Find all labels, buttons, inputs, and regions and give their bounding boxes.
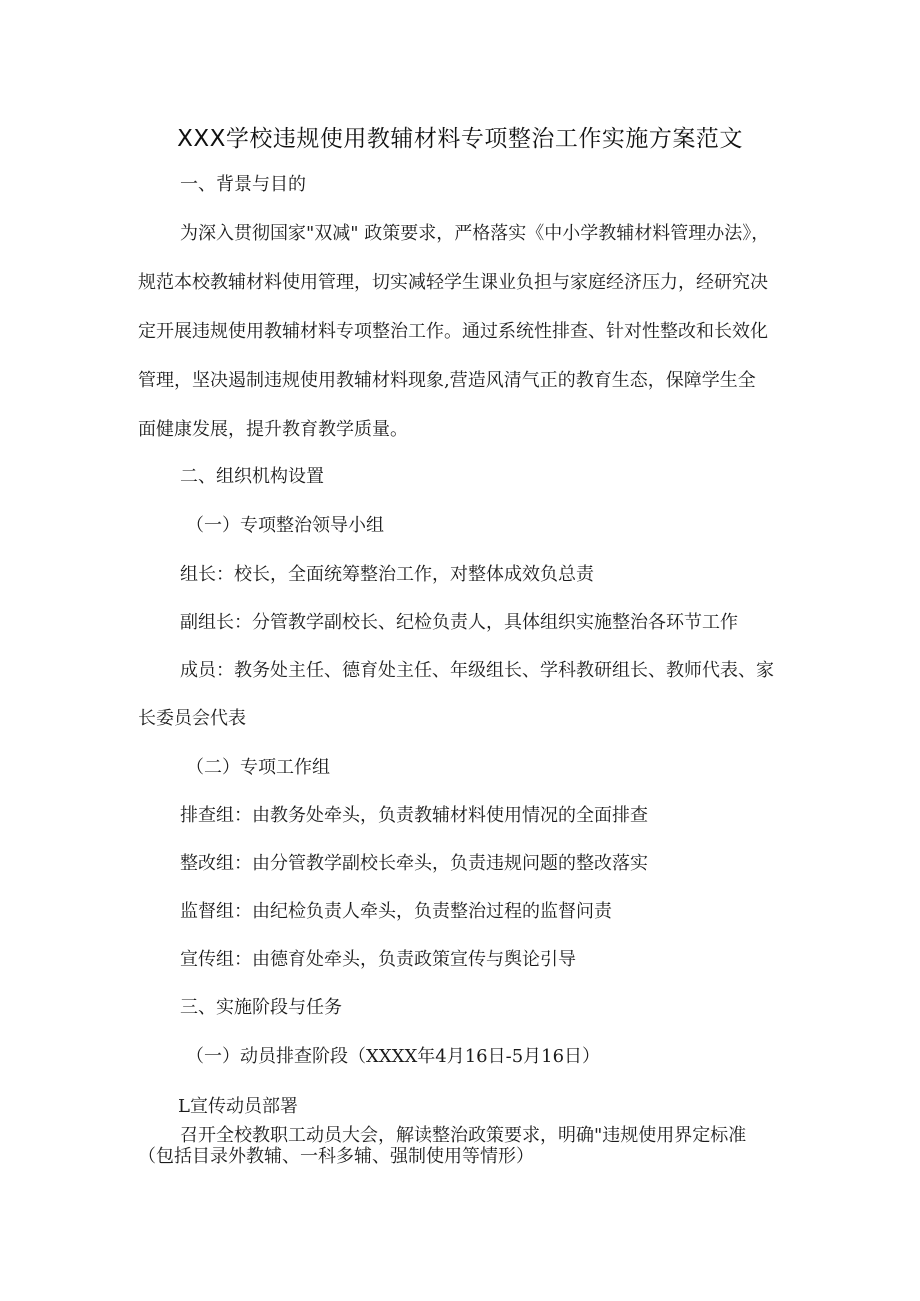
paragraph-line: 组长：校长，全面统筹整治工作，对整体成效负总责 — [180, 564, 594, 585]
paragraph-line: 规范本校教辅材料使用管理，切实减轻学生课业负担与家庭经济压力，经研究决 — [138, 272, 768, 293]
paragraph-line: 管理，坚决遏制违规使用教辅材料现象,营造风清气正的教育生态，保障学生全 — [138, 370, 756, 391]
paragraph-line: 定开展违规使用教辅材料专项整治工作。通过系统性排查、针对性整改和长效化 — [138, 321, 768, 342]
document-title: XXX学校违规使用教辅材料专项整治工作实施方案范文 — [177, 126, 743, 152]
paragraph-line: 整改组：由分管教学副校长牵头，负责违规问题的整改落实 — [180, 853, 648, 874]
paragraph-line: 监督组：由纪检负责人牵头，负责整治过程的监督问责 — [180, 901, 612, 922]
subsection-heading: （二）专项工作组 — [186, 757, 330, 778]
section-heading: 三、实施阶段与任务 — [180, 997, 342, 1018]
subsection-heading: （一）动员排查阶段（XXXX年4月16日-5月16日） — [186, 1046, 601, 1067]
item-heading: L宣传动员部署 — [178, 1096, 298, 1117]
paragraph-line: 面健康发展，提升教育教学质量。 — [138, 419, 408, 440]
subsection-heading: （一）专项整治领导小组 — [186, 515, 384, 536]
paragraph-line: （包括目录外教辅、一科多辅、强制使用等情形） — [138, 1146, 534, 1167]
paragraph-line: 排查组：由教务处牵头，负责教辅材料使用情况的全面排查 — [180, 805, 648, 826]
paragraph-line: 成员：教务处主任、德育处主任、年级组长、学科教研组长、教师代表、家 — [180, 660, 774, 681]
paragraph-line: 宣传组：由德育处牵头，负责政策宣传与舆论引导 — [180, 949, 576, 970]
section-heading: 一、背景与目的 — [180, 174, 306, 195]
paragraph-line: 长委员会代表 — [138, 708, 246, 729]
paragraph-line: 召开全校教职工动员大会，解读整治政策要求，明确"违规使用界定标准 — [180, 1125, 747, 1146]
section-heading: 二、组织机构设置 — [180, 466, 324, 487]
paragraph-line: 为深入贯彻国家"双减" 政策要求，严格落实《中小学教辅材料管理办法》， — [180, 223, 770, 244]
paragraph-line: 副组长：分管教学副校长、纪检负责人，具体组织实施整治各环节工作 — [180, 612, 738, 633]
